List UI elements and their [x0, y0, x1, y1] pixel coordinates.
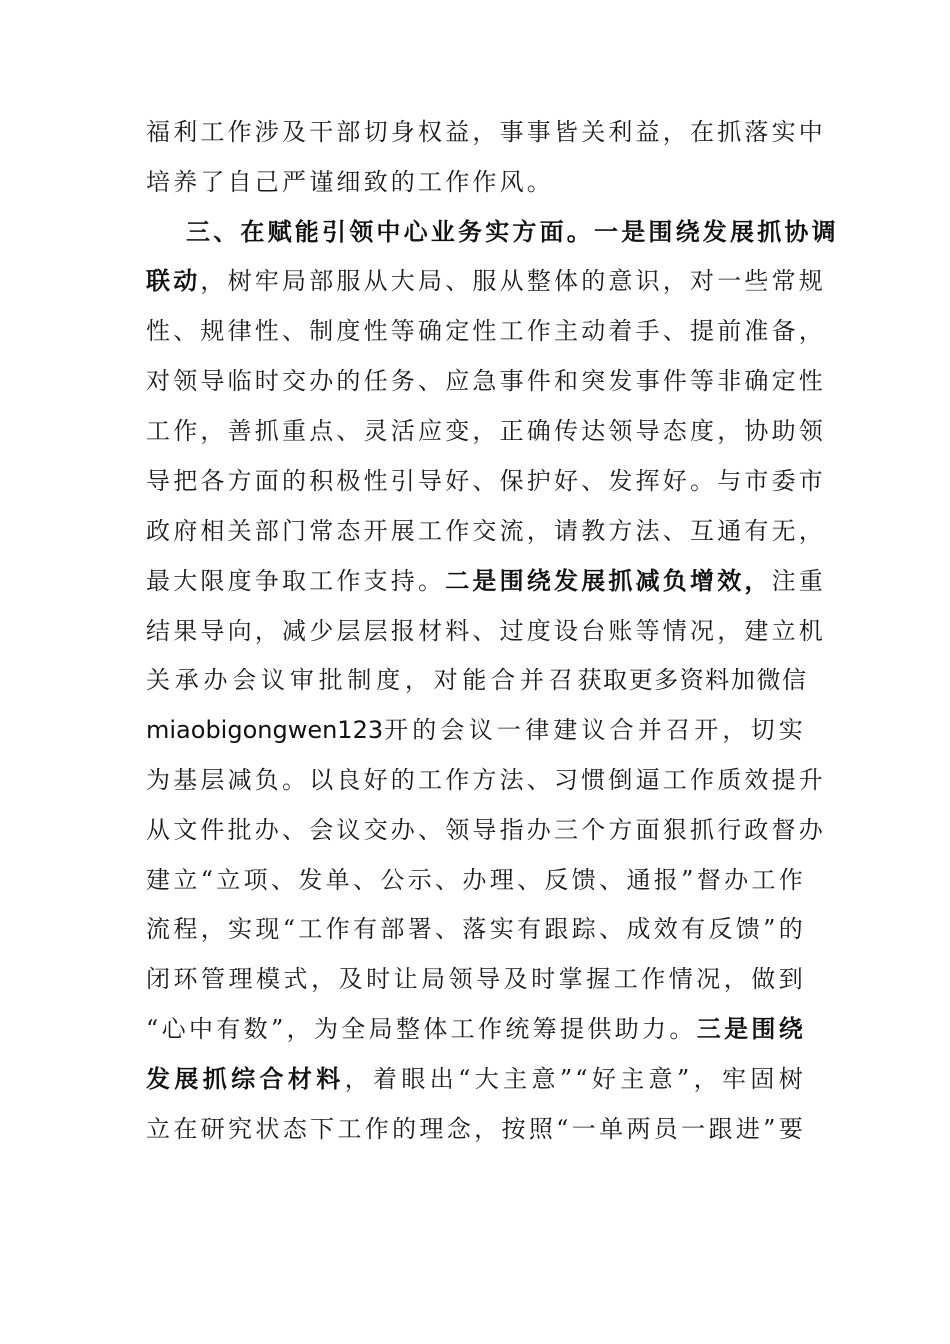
- text-line: [146, 361, 826, 401]
- body-text: 政府相关部门常态开展工作交流，请教方法、互通有无，: [146, 517, 826, 545]
- text-line: [146, 959, 806, 999]
- body-text: 闭环管理模式，及时让局领导及时掌握工作情况，做到: [146, 965, 806, 993]
- text-line: [146, 1009, 806, 1049]
- bold-text: 联动: [146, 267, 201, 295]
- body-text: “心中有数”，为全局整体工作统筹提供助力。: [146, 1015, 697, 1043]
- body-text: 建立“立项、发单、公示、办理、反馈、通报”督办工作: [146, 866, 806, 894]
- bold-text: 二是围绕发展抓减负增效，: [445, 567, 772, 595]
- text-line: [146, 561, 827, 601]
- text-line: [146, 1059, 806, 1099]
- body-text: 工作，善抓重点、灵活应变，正确传达领导态度，协助领: [146, 417, 826, 445]
- body-text: 结果导向，减少层层报材料、过度设台账等情况，建立机: [146, 617, 826, 645]
- body-text: 最大限度争取工作支持。: [146, 567, 446, 595]
- bold-text: 三、在赋能引领中心业务实方面。一是围绕发展抓协调: [186, 218, 839, 246]
- body-text: 性、规律性、制度性等确定性工作主动着手、提前准备，: [146, 317, 826, 345]
- text-line: [186, 212, 839, 252]
- text-line: [146, 1109, 806, 1149]
- body-text: 立在研究状态下工作的理念，按照“一单两员一跟进”要: [146, 1115, 806, 1143]
- text-line: [146, 660, 806, 700]
- body-text: ，着眼出“大主意”“好主意”，牢固树: [344, 1065, 806, 1093]
- text-line: [146, 611, 826, 651]
- text-line: [146, 112, 826, 152]
- watermark-text: miaobigongwen123: [146, 716, 384, 744]
- body-text: 培养了自己严谨细致的工作作风。: [146, 168, 554, 196]
- body-text: 导把各方面的积极性引导好、保护好、发挥好。与市委市: [146, 467, 826, 495]
- body-text: 福利工作涉及干部切身权益，事事皆关利益，在抓落实中: [146, 118, 826, 146]
- body-text: 流程，实现“工作有部署、落实有跟踪、成效有反馈”的: [146, 915, 806, 943]
- text-line: [146, 710, 806, 750]
- body-text: ，树牢局部服从大局、服从整体的意识，对一些常规: [200, 267, 827, 295]
- body-text: 开的会议一律建议合并召开，切实: [383, 716, 806, 744]
- body-text: 从文件批办、会议交办、领导指办三个方面狠抓行政督办: [146, 816, 826, 844]
- text-line: [146, 810, 826, 850]
- body-text: 关承办会议审批制度，对能合并召: [146, 666, 578, 694]
- text-line: [146, 162, 806, 202]
- bold-text: 三是围绕: [696, 1015, 806, 1043]
- text-line: [146, 909, 806, 949]
- text-line: [146, 411, 826, 451]
- watermark-text: 获取更多资料加微信: [577, 666, 807, 694]
- text-line: [146, 860, 806, 900]
- body-text: 对领导临时交办的任务、应急事件和突发事件等非确定性: [146, 367, 826, 395]
- text-line: [146, 760, 826, 800]
- text-line: [146, 311, 826, 351]
- body-text: 注重: [771, 567, 827, 595]
- bold-text: 发展抓综合材料: [146, 1065, 345, 1093]
- body-text: 为基层减负。以良好的工作方法、习惯倒逼工作质效提升: [146, 766, 826, 794]
- text-line: [146, 461, 826, 501]
- text-line: [146, 511, 826, 551]
- text-line: [146, 261, 827, 301]
